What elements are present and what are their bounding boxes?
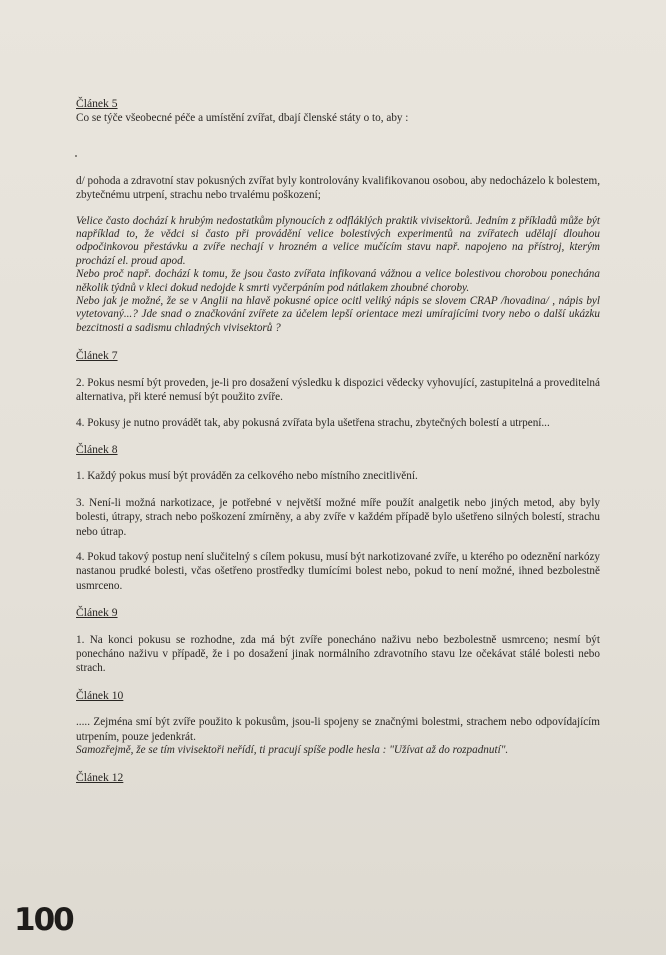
article-10-commentary: Samozřejmě, že se tím vivisektoři neřídí, ti pracují spíše podle hesla : "Užívat až do rozpadnutí". bbox=[76, 744, 509, 756]
document-body bbox=[76, 97, 600, 786]
commentary-paragraph-1: Velice často dochází k hrubým nedostatkům plynoucích z odfláklých praktik vivisektorů. Jedním z příkladů může být například to, že vědci si často při provádění velice bolestivých experimentů na zvířatech udělají dlouhou odpočinkovou přestávku a zvíře nechají v hrozném a velice mučícím stavu např. napojeno na přístroj, kterým prochází el. proud apod. bbox=[76, 214, 600, 267]
article-8-heading: Článek 8 bbox=[76, 442, 118, 456]
article-12-heading: Článek 12 bbox=[76, 771, 124, 785]
commentary-paragraph-2: Nebo proč např. dochází k tomu, že jsou často zvířata infikovaná vážnou a velice bolestivou chorobou ponechána několik týdnů v kleci dokud nedojde k smrti vyčerpáním pod nátlakem zhoubné choroby. bbox=[76, 268, 600, 294]
article-5-point-d: d/ pohoda a zdravotní stav pokusných zvířat byly kontrolovány kvalifikovanou osobou, aby nedocházelo k bolestem, zbytečnému utrpení, strachu nebo trvalému poškození; bbox=[76, 174, 600, 202]
article-7-point-2: 2. Pokus nesmí být proveden, je-li pro dosažení výsledku k dispozici vědecky vyhovující, zastupitelná a proveditelná alternativa, při které nemusí být použito zvíře. bbox=[76, 376, 600, 404]
commentary-paragraph-3: Nebo jak je možné, že se v Anglii na hlavě pokusné opice ocitl veliký nápis se slovem CRAP /hovadina/ , nápis byl vytetovaný...? Jde snad o značkování zvířete za účelem lepší orientace mezi umírajícími tvory nebo o další ukázku bezcitnosti a sadismu chladných vivisektorů ? bbox=[76, 295, 600, 334]
article-7-heading: Článek 7 bbox=[76, 349, 118, 363]
article-5-intro: Co se týče všeobecné péče a umístění zvířat, dbají členské státy o to, aby : bbox=[76, 112, 409, 125]
article-8-point-4: 4. Pokud takový postup není slučitelný s cílem pokusu, musí být narkotizované zvíře, u kterého po odeznění narkózy nastanou prudké bolesti, včas ošetřeno prostředky tlumícími bolest nebo, pokud to není možné, ihned bezbolestně usmrceno. bbox=[76, 550, 600, 592]
article-10-heading: Článek 10 bbox=[76, 688, 124, 702]
article-9-heading: Článek 9 bbox=[76, 606, 118, 620]
article-7-point-4: 4. Pokusy je nutno provádět tak, aby pokusná zvířata byla ušetřena strachu, zbytečných bolestí a utrpení... bbox=[76, 416, 550, 429]
article-5-heading: Článek 5 bbox=[76, 97, 118, 110]
page-number: 100 bbox=[14, 902, 73, 938]
article-9-point-1: 1. Na konci pokusu se rozhodne, zda má být zvíře ponecháno naživu nebo bezbolestně usmrceno; nesmí být ponecháno naživu v případě, že i po dosažení jinak normálního zdravotního stavu lze očekávat stálé bolesti nebo strach. bbox=[76, 633, 600, 675]
article-10-point: ..... Zejména smí být zvíře použito k pokusům, jsou-li spojeny se značnými bolestmi, strachem nebo odpovídajícím utrpením, pouze jedenkrát. bbox=[76, 716, 600, 743]
article-8-point-3: 3. Není-li možná narkotizace, je potřebné v největší možné míře použít analgetik nebo jiných metod, aby byly bolesti, útrapy, strach nebo poškození zmírněny, a aby zvíře v každém případě bylo ušetřeno silných bolestí, strachu nebo útrap. bbox=[76, 496, 600, 538]
article-8-point-1: 1. Každý pokus musí být prováděn za celkového nebo místního znecitlivění. bbox=[76, 470, 418, 483]
